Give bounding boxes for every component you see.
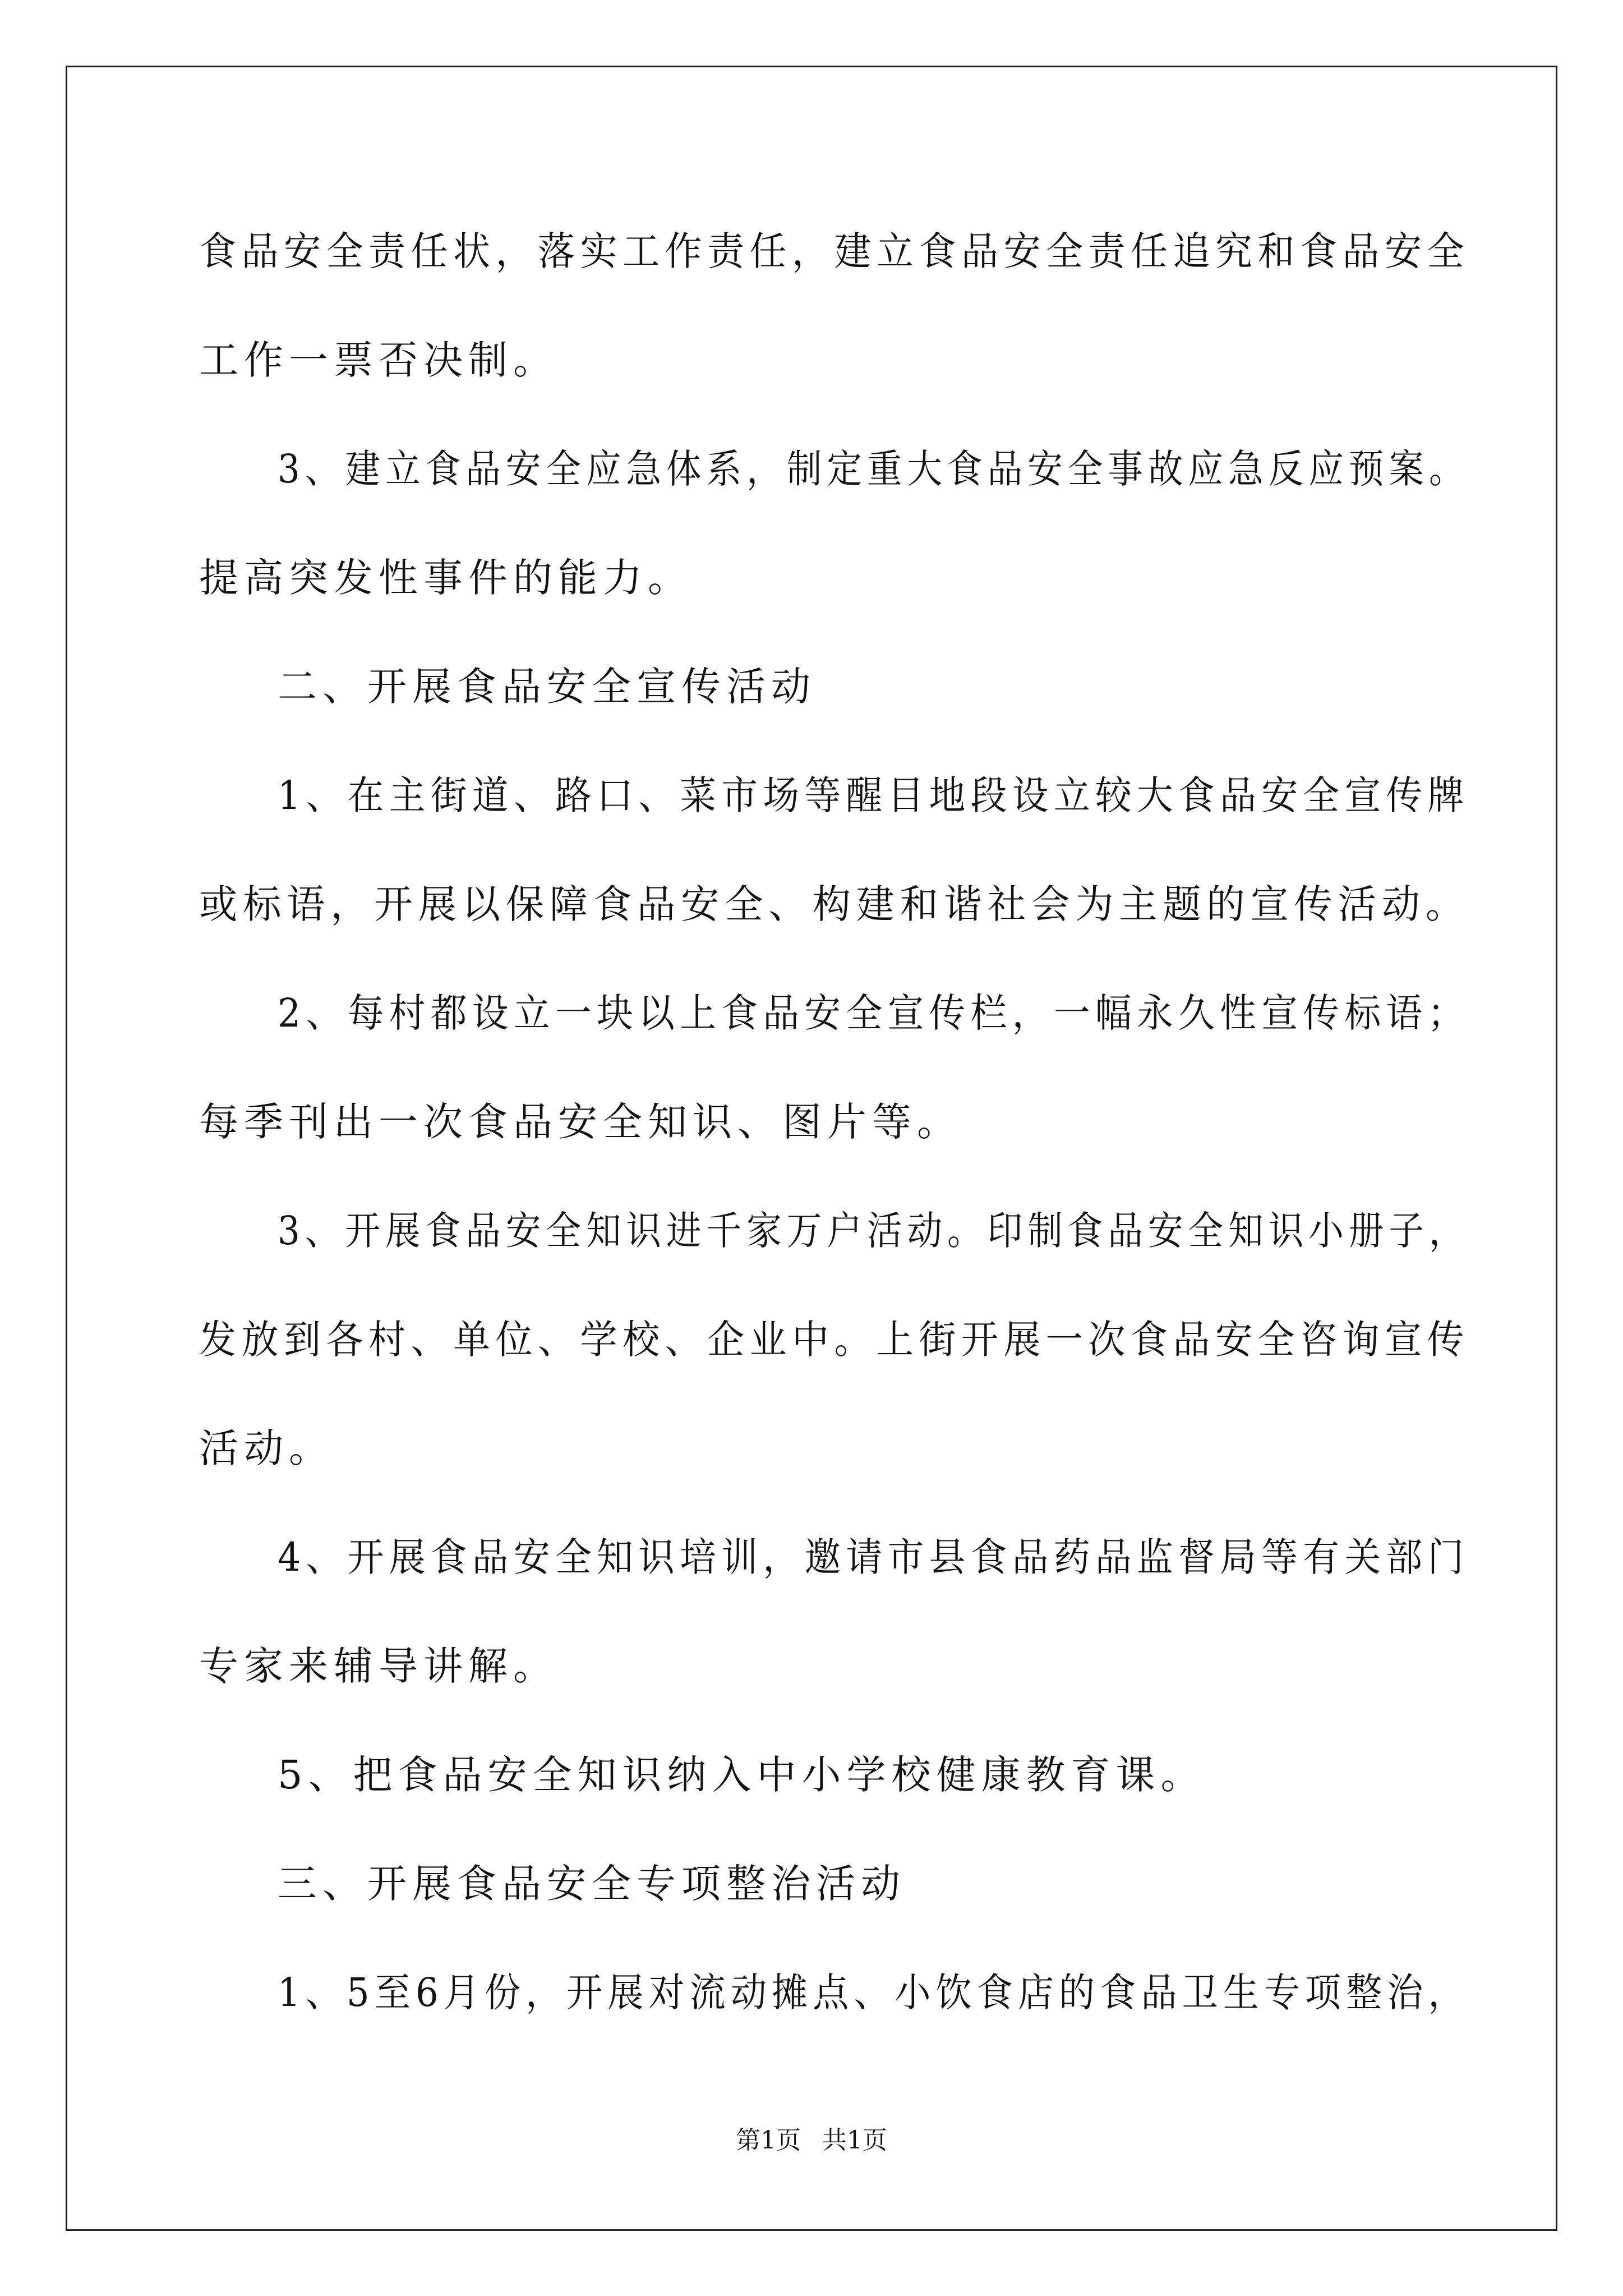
text-line: 3、建立食品安全应急体系，制定重大食品安全事故应急反应预案。 [278, 446, 1469, 492]
text-line: 1、在主街道、路口、菜市场等醒目地段设立较大食品安全宣传牌 [278, 772, 1469, 818]
text-line: 4、开展食品安全知识培训，邀请市县食品药品监督局等有关部门 [278, 1534, 1469, 1580]
text-line: 1、5至6月份，开展对流动摊点、小饮食店的食品卫生专项整治， [278, 1970, 1469, 2016]
text-line: 专家来辅导讲解。 [199, 1643, 558, 1689]
text-line: 工作一票否决制。 [199, 337, 558, 383]
page-number: 第1页 [736, 2126, 801, 2155]
text-line: 5、把食品安全知识纳入中小学校健康教育课。 [278, 1752, 1206, 1798]
text-line: 每季刊出一次食品安全知识、图片等。 [199, 1099, 962, 1145]
text-line: 活动。 [199, 1425, 334, 1471]
text-line: 提高突发性事件的能力。 [199, 555, 693, 601]
section-heading: 二、开展食品安全宣传活动 [278, 664, 816, 710]
text-line: 或标语，开展以保障食品安全、构建和谐社会为主题的宣传活动。 [199, 881, 1469, 927]
text-line: 2、每村都设立一块以上食品安全宣传栏，一幅永久性宣传标语； [278, 990, 1469, 1036]
text-line: 发放到各村、单位、学校、企业中。上街开展一次食品安全咨询宣传 [199, 1317, 1469, 1363]
text-line: 食品安全责任状，落实工作责任，建立食品安全责任追究和食品安全 [199, 228, 1469, 274]
text-line: 3、开展食品安全知识进千家万户活动。印制食品安全知识小册子， [278, 1208, 1469, 1254]
page-footer [0, 2124, 1623, 2157]
page-total: 共1页 [822, 2126, 887, 2155]
section-heading: 三、开展食品安全专项整治活动 [278, 1861, 906, 1907]
